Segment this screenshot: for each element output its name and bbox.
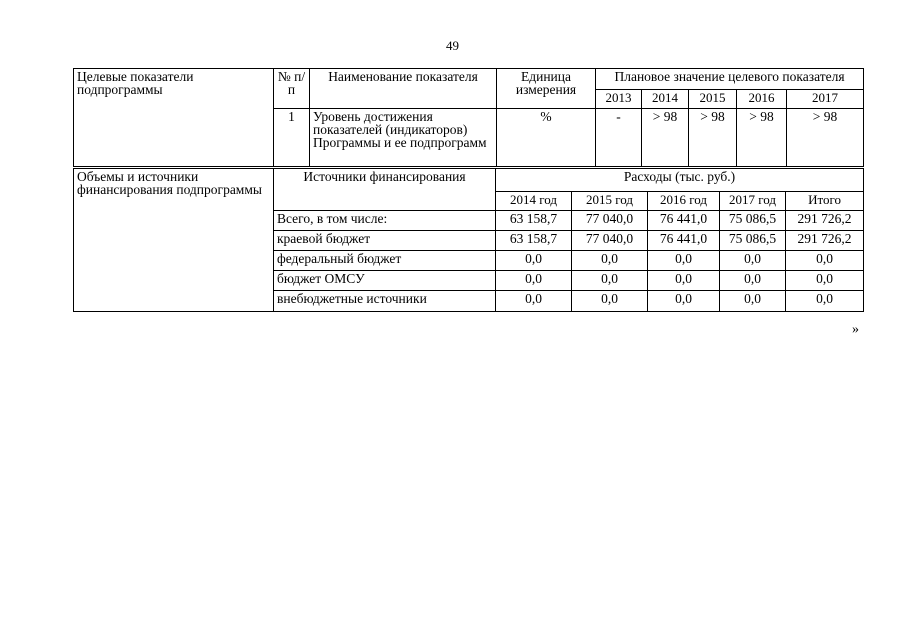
closing-quote-mark: » xyxy=(852,322,859,337)
page-number: 49 xyxy=(446,38,459,53)
amount: 77 040,0 xyxy=(572,231,648,251)
year-column-header: 2016 год xyxy=(648,192,720,211)
year-column-header: 2017 год xyxy=(720,192,786,211)
indicator-value: > 98 xyxy=(642,109,689,167)
indicator-name: Уровень достижения показателей (индикаторов) Программы и ее подпрограмм xyxy=(310,109,497,167)
amount: 75 086,5 xyxy=(720,211,786,231)
total-column-header: Итого xyxy=(786,192,864,211)
amount: 0,0 xyxy=(496,291,572,312)
unit-header: Единица измерения xyxy=(497,69,596,109)
amount: 0,0 xyxy=(572,291,648,312)
financing-section-label: Объемы и источники финансирования подпрограммы xyxy=(74,169,274,312)
amount: 0,0 xyxy=(720,291,786,312)
amount: 77 040,0 xyxy=(572,211,648,231)
amount: 0,0 xyxy=(720,251,786,271)
amount: 0,0 xyxy=(496,251,572,271)
year-header: 2013 xyxy=(596,90,642,109)
year-column-header: 2014 год xyxy=(496,192,572,211)
amount: 291 726,2 xyxy=(786,231,864,251)
name-header: Наименование показателя xyxy=(310,69,497,109)
amount: 0,0 xyxy=(786,271,864,291)
amount: 63 158,7 xyxy=(496,231,572,251)
num-header: № п/п xyxy=(274,69,310,109)
row-number: 1 xyxy=(274,109,310,167)
amount: 0,0 xyxy=(786,251,864,271)
indicators-section-label: Целевые показатели подпрограммы xyxy=(74,69,274,167)
amount: 0,0 xyxy=(786,291,864,312)
year-column-header: 2015 год xyxy=(572,192,648,211)
amount: 76 441,0 xyxy=(648,231,720,251)
amount: 75 086,5 xyxy=(720,231,786,251)
plan-header: Плановое значение целевого показателя xyxy=(596,69,864,90)
year-header: 2017 xyxy=(787,90,864,109)
amount: 0,0 xyxy=(720,271,786,291)
indicator-value: > 98 xyxy=(737,109,787,167)
source-name: внебюджетные источники xyxy=(274,291,496,312)
amount: 291 726,2 xyxy=(786,211,864,231)
year-header: 2015 xyxy=(689,90,737,109)
amount: 0,0 xyxy=(572,271,648,291)
year-header: 2014 xyxy=(642,90,689,109)
source-name: федеральный бюджет xyxy=(274,251,496,271)
financing-table xyxy=(73,168,864,312)
amount: 0,0 xyxy=(572,251,648,271)
indicator-value: > 98 xyxy=(689,109,737,167)
expenses-header: Расходы (тыс. руб.) xyxy=(496,169,864,192)
indicator-value: - xyxy=(596,109,642,167)
amount: 0,0 xyxy=(648,251,720,271)
source-name: Всего, в том числе: xyxy=(274,211,496,231)
amount: 0,0 xyxy=(496,271,572,291)
amount: 0,0 xyxy=(648,271,720,291)
indicators-table xyxy=(73,68,864,167)
source-header: Источники финансирования xyxy=(274,169,496,211)
amount: 76 441,0 xyxy=(648,211,720,231)
amount: 63 158,7 xyxy=(496,211,572,231)
source-name: краевой бюджет xyxy=(274,231,496,251)
amount: 0,0 xyxy=(648,291,720,312)
indicator-value: > 98 xyxy=(787,109,864,167)
source-name: бюджет ОМСУ xyxy=(274,271,496,291)
indicator-unit: % xyxy=(497,109,596,167)
year-header: 2016 xyxy=(737,90,787,109)
